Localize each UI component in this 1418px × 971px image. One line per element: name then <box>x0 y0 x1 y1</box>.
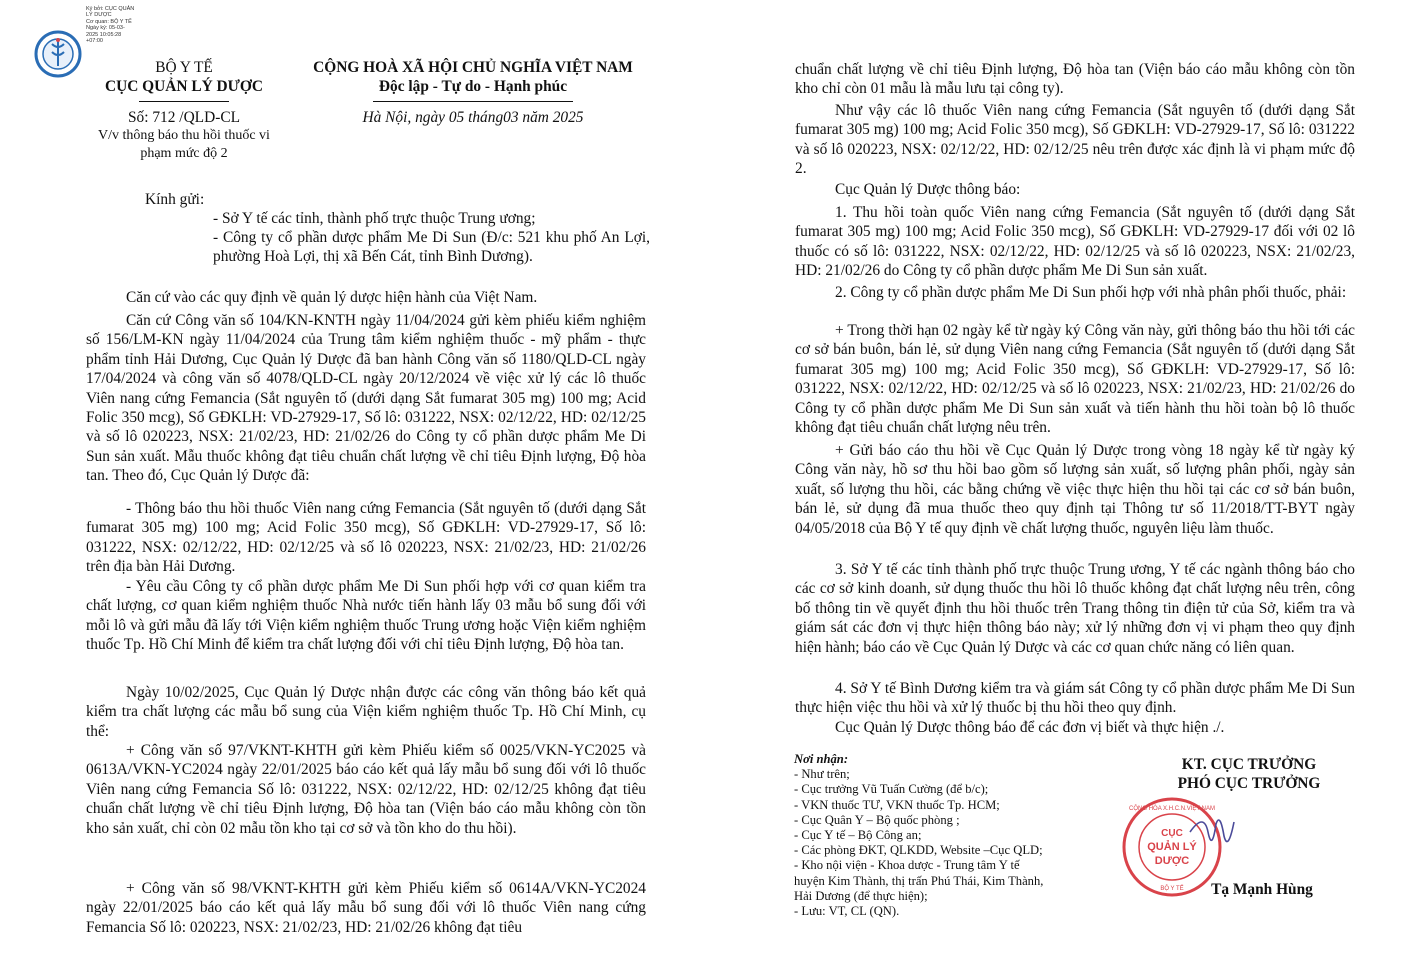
signature-line: 2025 10:05:28 <box>86 31 122 38</box>
addressee-1: - Sở Y tế các tỉnh, thành phố trực thuộc Trung ương; <box>213 210 536 227</box>
country-name: CỘNG HOÀ XÃ HỘI CHỦ NGHĨA VIỆT NAM <box>313 59 633 76</box>
addressee-2: - Công ty cổ phần dược phẩm Me Di Sun (Đ/c: 521 khu phố An Lợi, phường Hoà Lợi, thị xã Bến Cát, tỉnh Bình Dương). <box>213 229 650 266</box>
agency-header <box>84 58 284 162</box>
paragraph: Cục Quản lý Dược thông báo: <box>835 181 1021 198</box>
recipient-item: - Như trên; <box>794 767 850 782</box>
recipient-item: - Cục Y tế – Bộ Công an; <box>794 828 922 843</box>
paragraph: Căn cứ vào các quy định về quản lý dược hiện hành của Việt Nam. <box>126 289 538 306</box>
signature-title-1: KT. CỤC TRƯỞNG <box>1181 756 1317 773</box>
header-divider <box>139 101 229 102</box>
paragraph: 1. Thu hồi toàn quốc Viên nang cứng Femancia (Sắt nguyên tố (dưới dạng Sắt fumarat 305 mg) 100 mg; Acid Folic 350 mcg), Số GĐKLH: VD-27929-17 đối với 02 lô thuốc có số lô: 031222, NSX: 02/12/22, HD: 02/12/25 và số lô 020223, NSX: 21/02/23, HD: 21/02/26 do Công ty cổ phần dược phẩm Me Di Sun sản xuất. <box>795 204 1355 280</box>
ministry-logo-icon <box>34 30 82 80</box>
signature-line: +07:00 <box>86 38 103 45</box>
paragraph: Như vậy các lô thuốc Viên nang cứng Femancia (Sắt nguyên tố (dưới dạng Sắt fumarat 305 mg) 100 mg; Acid Folic 350 mcg), Số GĐKLH: VD-27929-17, Số lô: 031222 và số lô 020223, NSX: 02/12/22, HD: 02/12/25 nêu trên được xác định là vi phạm mức độ 2. <box>795 102 1355 178</box>
place-date: Hà Nội, ngày 05 tháng03 năm 2025 <box>362 108 584 126</box>
recipients-title: Nơi nhận: <box>794 752 849 766</box>
recipient-item: - Các phòng ĐKT, QLKDD, Website –Cục QLD; <box>794 843 1043 858</box>
paragraph: 4. Sở Y tế Bình Dương kiểm tra và giám sát Công ty cổ phần dược phẩm Me Di Sun thực hiện việc thu hồi và xử lý thuốc bị thu hồi theo quy định. <box>795 680 1355 717</box>
stamp-text: CỤC <box>1161 828 1183 839</box>
paragraph: 2. Công ty cổ phần dược phẩm Me Di Sun phối hợp với nhà phân phối thuốc, phải: <box>835 284 1347 301</box>
paragraph: + Công văn số 97/VKNT-KHTH gửi kèm Phiếu kiểm số 0025/VKN-YC2025 và 0613A/VKN-YC2024 ngày 22/01/2025 báo cáo kết quả lấy mẫu bổ sung đối với lô thuốc Viên nang cứng Femancia Số lô: 031222, NSX: 02/12/22, HD: 02/12/25 không đạt tiêu chuẩn chất lượng về chỉ tiêu Định lượng, Độ hòa tan (Viện báo cáo mẫu không còn tồn kho sản xuất, chỉ còn 02 mẫu tồn kho tại cơ sở và tồn kho do thu hồi). <box>86 742 646 837</box>
signature-line: LÝ DƯỢC <box>86 12 112 19</box>
paragraph: Cục Quản lý Dược thông báo để các đơn vị biết và thực hiện ./. <box>835 719 1225 736</box>
paragraph: - Thông báo thu hồi thuốc Viên nang cứng Femancia (Sắt nguyên tố (dưới dạng Sắt fumarat 305 mg) 100 mg; Acid Folic 350 mcg), Số GĐKLH: VD-27929-17, Số lô: 031222, NSX: 02/12/22, HD: 02/12/25 và số lô 020223, NSX: 21/02/23, HD: 21/02/26 trên địa bàn Hải Dương. <box>86 500 646 576</box>
motto-divider <box>373 101 573 102</box>
signature-title-2: PHÓ CỤC TRƯỞNG <box>1177 775 1321 792</box>
document-subject: V/v thông báo thu hồi thuốc vi phạm mức độ 2 <box>98 128 270 161</box>
stamp-text: QUẢN LÝ <box>1147 841 1197 853</box>
recipient-item: - VKN thuốc TƯ, VKN thuốc Tp. HCM; <box>794 797 1000 812</box>
salutation: Kính gửi: <box>145 191 205 208</box>
paragraph: 3. Sở Y tế các tỉnh thành phố trực thuộc Trung ương, Y tế các ngành thông báo cho các cơ sở kinh doanh, sử dụng thuốc thu hồi lô thuốc không đạt chất lượng nêu trên, công bố thông tin về quyết định thu hồi thuốc trên Trang thông tin điện tử của Sở, kiểm tra và giám sát các đơn vị thực hiện thông báo này; xử lý những đơn vị vi phạm theo quy định hiện hành; báo cáo về Cục Quản lý Dược và các cơ quan chức năng có liên quan. <box>795 561 1355 656</box>
agency-name: CỤC QUẢN LÝ DƯỢC <box>104 78 264 96</box>
paragraph: - Yêu cầu Công ty cổ phần dược phẩm Me Di Sun phối hợp với cơ quan kiểm tra chất lượng, cơ quan kiểm nghiệm thuốc Nhà nước tiến hành lấy 03 mẫu bổ sung đối với mỗi lô và gửi mẫu đã lấy tới Viện kiểm nghiệm thuốc Trung ương hoặc Viện kiểm nghiệm thuốc Tp. Hồ Chí Minh để kiểm tra chất lượng đối với chỉ tiêu Định lượng, Độ hòa tan. <box>86 578 646 654</box>
signature-line: Ngày ký: 05-03- <box>86 25 125 32</box>
recipient-item: - Cục trưởng Vũ Tuấn Cường (để b/c); <box>794 782 989 797</box>
paragraph: + Công văn số 98/VKNT-KHTH gửi kèm Phiếu kiểm số 0614A/VKN-YC2024 ngày 22/01/2025 báo cáo kết quả lấy mẫu bổ sung đối với lô thuốc Viên nang cứng Femancia Số lô: 020223, NSX: 21/02/23, HD: 21/02/26 không đạt tiêu <box>86 880 646 936</box>
signature-line: Cơ quan: BỘ Y TẾ <box>86 18 132 25</box>
stamp-text: CỘNG HÒA X.H.C.N.VIỆT NAM <box>1129 806 1215 812</box>
recipients-list <box>794 752 1044 919</box>
signature-line: Ký bởi: CỤC QUẢN <box>86 6 135 12</box>
ministry-name: BỘ Y TẾ <box>155 59 213 76</box>
recipient-item: - Cục Quân Y – Bộ quốc phòng ; <box>794 812 960 827</box>
stamp-text: BỘ Y TẾ <box>1160 886 1184 892</box>
paragraph: + Trong thời hạn 02 ngày kể từ ngày ký Công văn này, gửi thông báo thu hồi tới các cơ sở bán buôn, bán lẻ, sử dụng Viên nang cứng Femancia (Sắt nguyên tố (dưới dạng Sắt fumarat 305 mg) 100 mg; Acid Folic 350 mcg), Số GĐKLH: VD-27929-17, Số lô: 031222, NSX: 02/12/22, HD: 02/12/25 và số lô 020223, NSX: 21/02/23, HD: 21/02/26 do Công ty cổ phần dược phẩm Me Di Sun sản xuất và tiến hành thu hồi toàn bộ lô thuốc không đạt tiêu chuẩn chất lượng nêu trên. <box>795 322 1355 437</box>
recipient-item: - Kho nội viện - Khoa dược - Trung tâm Y tế huyện Kim Thành, thị trấn Phú Thái, Kim Thành, Hải Dương (để thực hiện); <box>794 858 1044 903</box>
official-stamp <box>1112 792 1242 907</box>
national-header <box>288 58 658 127</box>
document-number: Số: 712 /QLD-CL <box>127 108 240 126</box>
signer-name: Tạ Mạnh Hùng <box>1211 881 1313 898</box>
recipient-item: - Lưu: VT, CL (QN). <box>794 904 900 919</box>
paragraph: Căn cứ Công văn số 104/KN-KNTH ngày 11/04/2024 gửi kèm phiếu kiểm nghiệm số 156/LM-KN ngày 11/04/2024 của Trung tâm kiểm nghiệm thuốc - mỹ phẩm - thực phẩm tỉnh Hải Dương, Cục Quản lý Dược đã ban hành Công văn số 1180/QLD-CL ngày 17/04/2024 và công văn số 4078/QLD-CL ngày 20/12/2024 về việc xử lý các lô thuốc Viên nang cứng Femancia (Sắt nguyên tố (dưới dạng Sắt fumarat 305 mg) 100 mg; Acid Folic 350 mcg), Số GĐKLH: VD-27929-17, Số lô: 031222, NSX: 02/12/22, HD: 02/12/25 và số lô 020223, NSX: 21/02/23, HD: 21/02/26 do Công ty cổ phần dược phẩm Me Di Sun sản xuất. Mẫu thuốc không đạt tiêu chuẩn chất lượng về chỉ tiêu Định lượng, Độ hòa tan. Theo đó, Cục Quản lý Dược đã: <box>86 312 646 485</box>
paragraph: + Gửi báo cáo thu hồi về Cục Quản lý Dược trong vòng 18 ngày kể từ ngày ký Công văn này, hồ sơ thu hồi bao gồm số lượng sản xuất, số lượng phân phối, ngày sản xuất, số lượng thu hồi, các bằng chứng về việc thực hiện thu hồi tại các cơ sở bán buôn, bán lẻ, sử dụng đã mua thuốc theo quy định tại Thông tư số 11/2018/TT-BYT ngày 04/05/2018 của Bộ Y tế quy định về chất lượng thuốc, nguyên liệu làm thuốc. <box>795 442 1355 537</box>
national-motto: Độc lập - Tự do - Hạnh phúc <box>378 78 568 96</box>
document-page-2 <box>709 0 1418 971</box>
stamp-text: DƯỢC <box>1154 855 1190 867</box>
paragraph: Ngày 10/02/2025, Cục Quản lý Dược nhận được các công văn thông báo kết quả kiểm tra chất lượng các mẫu bổ sung của Viện kiểm nghiệm thuốc Tp. Hồ Chí Minh, cụ thể: <box>86 684 646 740</box>
paragraph: chuẩn chất lượng về chỉ tiêu Định lượng, Độ hòa tan (Viện báo cáo mẫu không còn tồn kho chỉ còn 01 mẫu là mẫu lưu tại công ty). <box>795 61 1355 98</box>
